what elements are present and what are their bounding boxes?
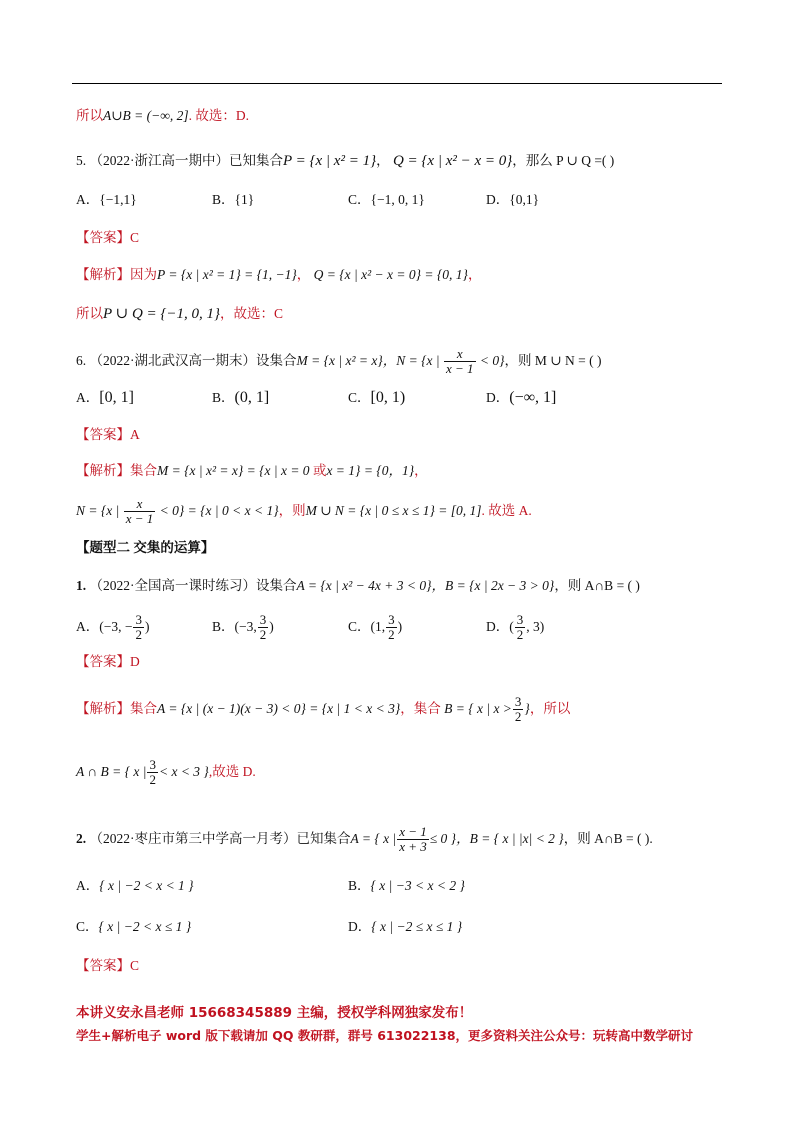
q1-option-b[interactable]: B．(−3, $\frac{3}{2}$ ) bbox=[212, 612, 274, 643]
q2-answer: 【答案】C bbox=[76, 958, 140, 973]
q1-option-d[interactable]: D．( $\frac{3}{2}$ , 3) bbox=[486, 612, 545, 643]
q2-option-a[interactable]: A．{ x | −2 < x < 1 } bbox=[76, 878, 194, 893]
q6-option-a[interactable]: A．[0, 1] bbox=[76, 389, 134, 406]
q6-analysis-line-2: N = {x | $\frac{x}{x - 1}$ < 0} = {x | 0 < x < 1}，则M ∪ N = {x | 0 ≤ x ≤ 1} = [0, 1]. 故选 A. bbox=[76, 496, 532, 527]
q1-answer: 【答案】D bbox=[76, 654, 140, 669]
question-1: 1. （2022·全国高一课时练习）设集合A = {x | x² − 4x + 3 < 0}，B = {x | 2x − 3 > 0}，则 A∩B = ( ) bbox=[76, 578, 640, 593]
q5-option-b[interactable]: B．{1} bbox=[212, 192, 255, 207]
q5-option-d[interactable]: D．{0,1} bbox=[486, 192, 540, 207]
q1-analysis-line-1: 【解析】集合A = {x | (x − 1)(x − 3) < 0} = {x | 1 < x < 3}，集合 B = { x | x > $\frac{3}{2}$ }，所以 bbox=[76, 694, 571, 725]
header-rule bbox=[72, 83, 722, 84]
q5-option-a[interactable]: A．{−1,1} bbox=[76, 192, 137, 207]
q6-option-c[interactable]: C．[0, 1) bbox=[348, 389, 406, 406]
q5-option-c[interactable]: C．{−1, 0, 1} bbox=[348, 192, 425, 207]
q6-option-b[interactable]: B．(0, 1] bbox=[212, 389, 270, 406]
footer-line-1: 本讲义安永昌老师 15668345889 主编，授权学科网独家发布！ bbox=[76, 1005, 473, 1021]
q2-option-b[interactable]: B．{ x | −3 < x < 2 } bbox=[348, 878, 465, 893]
footer-line-2: 学生+解析电子 word 版下载请加 QQ 教研群，群号 613022138，更多资料关注公众号：玩转高中数学研讨 bbox=[76, 1028, 694, 1043]
q6-answer: 【答案】A bbox=[76, 427, 140, 442]
question-2: 2. （2022·枣庄市第三中学高一月考）已知集合A = { x | $\frac{x - 1}{x + 3}$ ≤ 0 }，B = { x | |x| < 2 }，则 A∩B = ( ). bbox=[76, 824, 653, 855]
previous-conclusion: 所以A∪B = (−∞, 2]. 故选：D. bbox=[76, 108, 250, 123]
q2-option-c[interactable]: C．{ x | −2 < x ≤ 1 } bbox=[76, 919, 192, 934]
q6-analysis-line-1: 【解析】集合M = {x | x² = x} = {x | x = 0 或x = 1} = {0，1}， bbox=[76, 463, 428, 478]
q1-option-a[interactable]: A．(−3, − $\frac{3}{2}$ ) bbox=[76, 612, 150, 643]
q1-option-c[interactable]: C．(1, $\frac{3}{2}$ ) bbox=[348, 612, 403, 643]
q2-option-d[interactable]: D．{ x | −2 ≤ x ≤ 1 } bbox=[348, 919, 463, 934]
q5-analysis-line-1: 【解析】因为P = {x | x² = 1} = {1, −1}， Q = {x | x² − x = 0} = {0, 1}， bbox=[76, 267, 482, 282]
q5-analysis-line-2: 所以P ∪ Q = {−1, 0, 1}，故选：C bbox=[76, 306, 284, 322]
question-6: 6. （2022·湖北武汉高一期末）设集合M = {x | x² = x}，N = {x | $\frac{x}{x - 1}$ < 0}，则 M ∪ N = ( ) bbox=[76, 346, 602, 377]
q5-answer: 【答案】C bbox=[76, 230, 140, 245]
q6-option-d[interactable]: D．(−∞, 1] bbox=[486, 389, 557, 406]
section-title: 【题型二 交集的运算】 bbox=[76, 540, 215, 555]
question-5: 5. （2022·浙江高一期中）已知集合P = {x | x² = 1}， Q = {x | x² − x = 0}，那么 P ∪ Q =( ) bbox=[76, 153, 615, 169]
q1-analysis-line-2: A ∩ B = { x | $\frac{3}{2}$ < x < 3 },故选 D. bbox=[76, 757, 256, 788]
